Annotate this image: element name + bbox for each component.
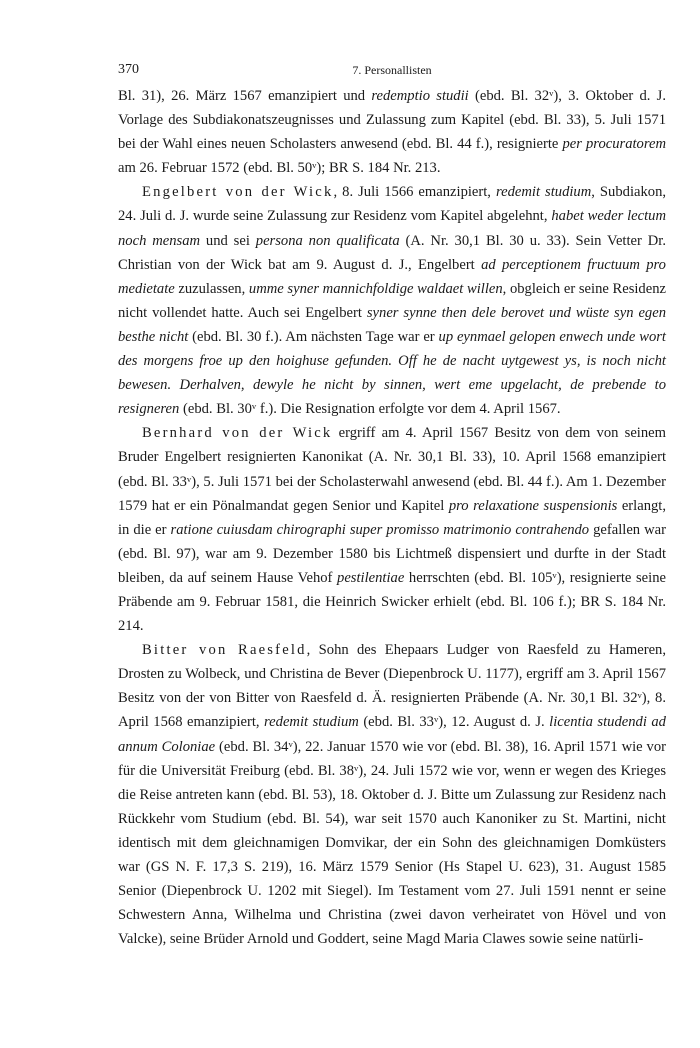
text-run: ergriff am 4. April 1567 Besitz von dem von seinem Bruder Engelbert resignierten Kanonikat (A. Nr. 30,1 Bl. 33), 10. April 1568 emanzipiert (ebd. Bl. 33ᵛ), 5. Juli 1571 bei der Scholasterwahl anwesend (ebd. Bl. 44 f.). Am 1. Dezember 1579 hat er ein Pönalmandat gegen Senior und Kapitel xyxy=(118,425,666,514)
paragraph xyxy=(118,180,666,421)
italic-quote: redemit studium xyxy=(495,184,592,201)
chapter-title: 7. Personallisten xyxy=(352,63,432,77)
person-name: Bitter von Raesfeld xyxy=(142,642,307,659)
document-page xyxy=(118,56,666,951)
text-run: , 8. Juli 1566 emanzipiert, xyxy=(333,184,496,201)
text-run: (ebd. Bl. 30 f.). Am nächsten Tage war er xyxy=(188,328,439,345)
paragraph xyxy=(118,421,666,638)
text-run: zuzulassen, xyxy=(174,280,249,297)
text-run: (A. Nr. 30,1 Bl. 30 u. 33). Sein Vetter Dr. Christian von der Wick bat am 9. August d. J., Engelbert xyxy=(118,232,666,273)
text-run: am 26. Februar 1572 (ebd. Bl. 50ᵛ); BR S. 184 Nr. 213. xyxy=(118,160,441,177)
italic-quote: ad perceptionem fructuum pro medietate xyxy=(118,256,666,297)
text-run: (ebd. Bl. 34ᵛ), 22. Januar 1570 wie vor (ebd. Bl. 38), 16. April 1571 wie vor für die Universität Freiburg (ebd. Bl. 38ᵛ), 24. Juli 1572 wie vor, wenn er wegen des Krieges die Reise antreten kann (ebd. Bl. 53), 18. Oktober d. J. Bitte um Zulassung zur Residenz nach Rückkehr vom Studium (ebd. Bl. 54), war seit 1570 auch Kanoniker zu St. Martini, nicht identisch mit dem gleichnamigen Domvikar, der ein Sohn des gleichnamigen Domküsters war (GS N. F. 17,3 S. 219), 16. März 1579 Senior (Hs Stapel U. 623), 31. August 1585 Senior (Diepenbrock U. 1202 mit Siegel). Im Testament vom 27. Juli 1591 nennt er seine Schwestern Anna, Wilhelma und Christina (zwei davon verheiratet von Hövel und von Valcke), seine Brüder Arnold und Goddert, seine Magd Maria Clawes sowie seine natürli- xyxy=(118,738,666,948)
italic-quote: syner synne then dele berovet und wüste syn egen besthe nicht xyxy=(118,304,666,345)
person-name: Bernhard von der Wick xyxy=(142,425,333,442)
italic-quote: up eynmael gelopen enwech unde wort des morgens froe up den hoighuse gefunden. Off he de nacht uytgewest ys, is noch nicht bewesen. Derhalven, dewyle he nicht by sinnen, wert eme upgelacht, de prebende to resigneren xyxy=(118,328,666,418)
person-name: Engelbert von der Wick xyxy=(142,184,334,201)
text-run: erlangt, in die er xyxy=(118,497,666,538)
text-run: und sei xyxy=(200,232,256,249)
text-run: , Subdiakon, 24. Juli d. J. wurde seine Zulassung zur Residenz vom Kapitel abgelehnt, xyxy=(118,184,667,225)
text-run: (ebd. Bl. 32ᵛ), 3. Oktober d. J. Vorlage des Subdiakonatszeugnisses und Zulassung zum Kapitel (ebd. Bl. 33), 5. Juli 1571 bei der Wahl eines neuen Scholasters anwesend (ebd. Bl. 44 f.), resignierte xyxy=(118,88,667,153)
text-run: (ebd. Bl. 33ᵛ), 12. August d. J. xyxy=(358,714,550,731)
text-run: gefallen war (ebd. Bl. 97), war am 9. Dezember 1580 bis Lichtmeß dispensiert und durfte in der Stadt bleiben, da auf seinem Hause Vehof xyxy=(118,521,666,586)
paragraph xyxy=(118,84,666,180)
italic-quote: habet weder lectum noch mensam xyxy=(118,208,666,249)
text-run: herrschten (ebd. Bl. 105ᵛ), resignierte seine Präbende am 9. Februar 1581, die Heinrich Swicker erhielt (ebd. Bl. 106 f.); BR S. 184 Nr. 214. xyxy=(118,569,666,635)
text-run: (ebd. Bl. 30ᵛ f.). Die Resignation erfolgte vor dem 4. April 1567. xyxy=(179,401,561,418)
italic-quote: per procuratorem xyxy=(562,136,666,153)
italic-quote: persona non qualificata xyxy=(255,232,400,249)
italic-quote: umme syner mannichfoldige waldaet willen xyxy=(248,280,503,297)
italic-quote: redemptio studii xyxy=(371,88,469,104)
text-run: , obgleich er seine Residenz nicht vollendet hatte. Auch sei Engelbert xyxy=(118,280,666,321)
italic-quote: pestilentiae xyxy=(337,569,405,586)
running-head xyxy=(118,56,666,84)
paragraph xyxy=(118,638,666,951)
italic-quote: redemit studium xyxy=(264,714,359,731)
italic-quote: ratione cuiusdam chirographi super promisso matrimonio contrahendo xyxy=(170,521,590,538)
page-number: 370 xyxy=(118,62,139,77)
text-run: , Sohn des Ehepaars Ludger von Raesfeld zu Hameren, Drosten zu Wolbeck, und Christina de Bever (Diepenbrock U. 1177), ergriff am 3. April 1567 Besitz von der von Bitter von Raesfeld d. Ä. resignierten Präbende (A. Nr. 30,1 Bl. 32ᵛ), 8. April 1568 emanzipiert, xyxy=(118,642,666,731)
italic-quote: pro relaxatione suspensionis xyxy=(448,497,618,514)
text-run: Bl. 31), 26. März 1567 emanzipiert und xyxy=(118,88,372,104)
body-text xyxy=(118,84,666,951)
italic-quote: licentia studendi ad annum Coloniae xyxy=(118,714,666,755)
